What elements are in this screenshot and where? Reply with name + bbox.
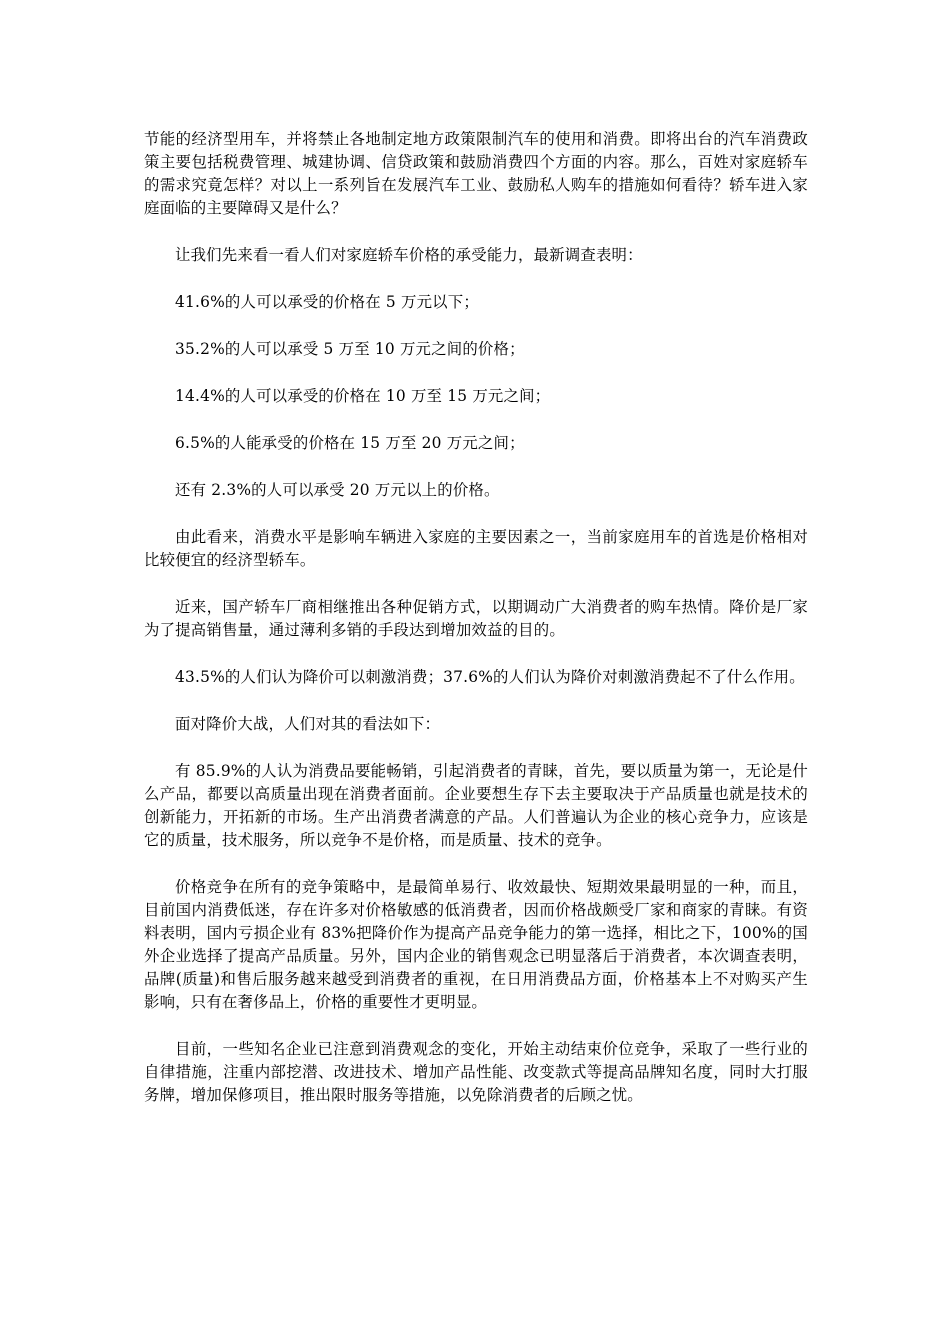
paragraph-price-cut-opinions: 43.5%的人们认为降价可以刺激消费；37.6%的人们认为降价对刺激消费起不了什么作用。 <box>175 668 805 686</box>
paragraph-price-10-to-15: 14.4%的人可以承受的价格在 10 万至 15 万元之间； <box>175 387 551 405</box>
paragraph-intro-continuation: 节能的经济型用车，并将禁止各地制定地方政策限制汽车的使用和消费。即将出台的汽车消费政策主要包括税费管理、城建协调、信贷政策和鼓励消费四个方面的内容。那么，百姓对家庭轿车的需求究竟怎样？对以上一系列旨在发展汽车工业、鼓励私人购车的措施如何看待？轿车进入家庭面临的主要障碍又是什么？ <box>144 130 808 217</box>
paragraph-industry-self-discipline: 目前，一些知名企业已注意到消费观念的变化，开始主动结束价位竞争，采取了一些行业的自律措施，注重内部挖潜、改进技术、增加产品性能、改变款式等提高品牌知名度，同时大打服务牌，增加保修项目，推出限时服务等措施，以免除消费者的后顾之忧。 <box>144 1040 808 1104</box>
paragraph-quality-first: 有 85.9%的人认为消费品要能畅销，引起消费者的青睐，首先，要以质量为第一，无论是什么产品，都要以高质量出现在消费者面前。企业要想生存下去主要取决于产品质量也就是技术的创新能力，开拓新的市场。生产出消费者满意的产品。人们普遍认为企业的核心竞争力，应该是它的质量，技术服务，所以竞争不是价格，而是质量、技术的竞争。 <box>144 762 808 849</box>
document-body <box>144 128 808 1131</box>
paragraph-survey-intro: 让我们先来看一看人们对家庭轿车价格的承受能力，最新调查表明： <box>175 246 643 264</box>
paragraph-price-5-to-10: 35.2%的人可以承受 5 万至 10 万元之间的价格； <box>175 340 525 358</box>
paragraph-price-15-to-20: 6.5%的人能承受的价格在 15 万至 20 万元之间； <box>175 434 525 452</box>
paragraph-price-under-5: 41.6%的人可以承受的价格在 5 万元以下； <box>175 293 479 311</box>
paragraph-price-over-20: 还有 2.3%的人可以承受 20 万元以上的价格。 <box>175 481 500 499</box>
paragraph-price-competition: 价格竞争在所有的竞争策略中，是最简单易行、收效最快、短期效果最明显的一种，而且，目前国内消费低迷，存在许多对价格敏感的低消费者，因而价格战颇受厂家和商家的青睐。有资料表明，国内亏损企业有 83%把降价作为提高产品竞争能力的第一选择，相比之下，100%的国外企业选择了提高产品质量。另外，国内企业的销售观念已明显落后于消费者，本次调查表明，品牌(质量)和售后服务越来越受到消费者的重视，在日用消费品方面，价格基本上不对购买产生影响，只有在奢侈品上，价格的重要性才更明显。 <box>144 878 809 1011</box>
paragraph-price-war-views: 面对降价大战，人们对其的看法如下： <box>175 715 441 733</box>
paragraph-price-cut-promotions: 近来，国产轿车厂商相继推出各种促销方式，以期调动广大消费者的购车热情。降价是厂家为了提高销售量，通过薄利多销的手段达到增加效益的目的。 <box>144 598 808 639</box>
paragraph-conclusion-economy-car: 由此看来，消费水平是影响车辆进入家庭的主要因素之一，当前家庭用车的首选是价格相对比较便宜的经济型轿车。 <box>144 528 808 569</box>
